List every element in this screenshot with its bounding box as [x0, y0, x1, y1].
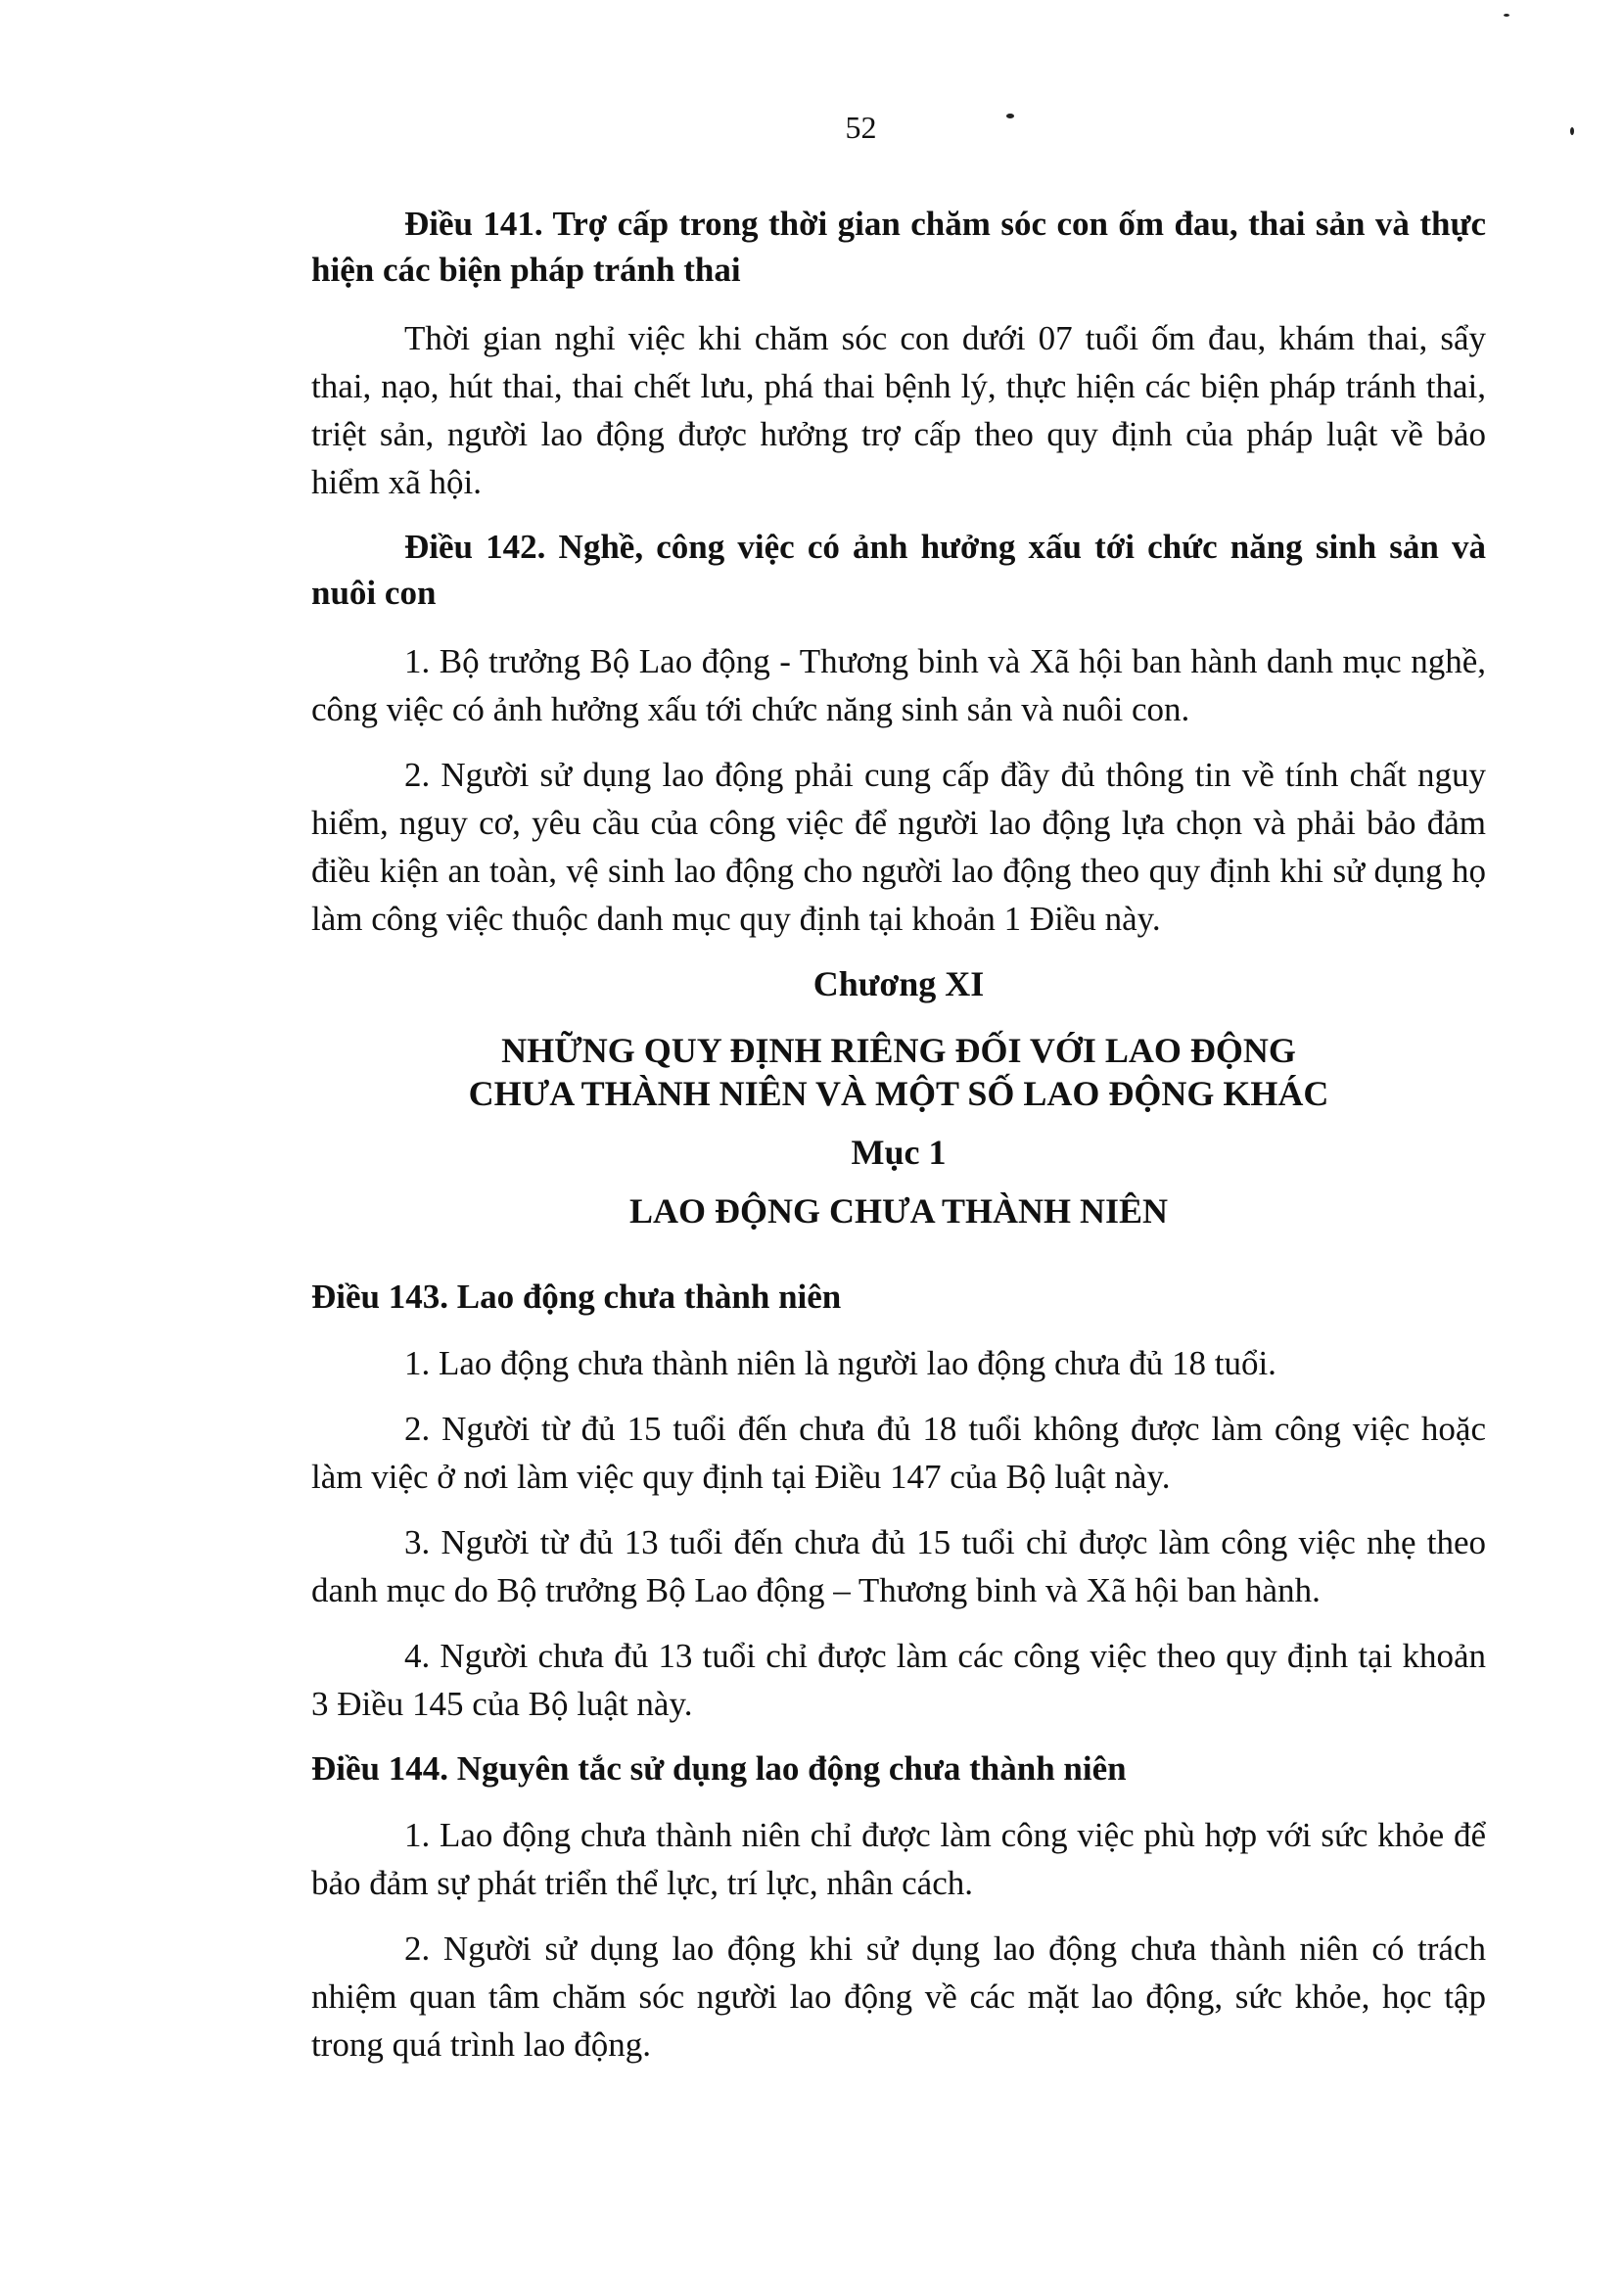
scan-speck: [1006, 114, 1014, 118]
article-heading: Điều 142. Nghề, công việc có ảnh hưởng xấu tới chức năng sinh sản và nuôi con: [311, 528, 1486, 612]
article-paragraph: Thời gian nghỉ việc khi chăm sóc con dưới 07 tuổi ốm đau, khám thai, sẩy thai, nạo, hút thai, thai chết lưu, phá thai bệnh lý, thực hiện các biện pháp tránh thai, triệt sản, người lao động được hưởng trợ cấp theo quy định của pháp luật về bảo hiểm xã hội.: [311, 319, 1486, 501]
article-142: [311, 524, 1486, 943]
page-number: 52: [845, 110, 877, 145]
article-heading: Điều 141. Trợ cấp trong thời gian chăm sóc con ốm đau, thai sản và thực hiện các biện pháp tránh thai: [311, 205, 1486, 289]
chapter-label: Chương XI: [812, 964, 985, 1003]
article-paragraph: 1. Bộ trưởng Bộ Lao động - Thương binh và Xã hội ban hành danh mục nghề, công việc có ảnh hưởng xấu tới chức năng sinh sản và nuôi con.: [311, 642, 1486, 728]
chapter-title-line-1: NHỮNG QUY ĐỊNH RIÊNG ĐỐI VỚI LAO ĐỘNG: [501, 1031, 1296, 1070]
scan-speck: [1504, 14, 1509, 17]
document-body: [311, 201, 1486, 2086]
scan-speck: [1570, 127, 1574, 135]
article-paragraph: 2. Người sử dụng lao động khi sử dụng lao động chưa thành niên có trách nhiệm quan tâm chăm sóc người lao động về các mặt lao động, sức khỏe, học tập trong quá trình lao động.: [311, 1930, 1486, 2064]
section-title: LAO ĐỘNG CHƯA THÀNH NIÊN: [628, 1191, 1169, 1231]
article-paragraph: 2. Người từ đủ 15 tuổi đến chưa đủ 18 tuổi không được làm công việc hoặc làm việc ở nơi làm việc quy định tại Điều 147 của Bộ luật này.: [311, 1410, 1486, 1496]
chapter-header: [311, 960, 1486, 1234]
article-heading: Điều 144. Nguyên tắc sử dụng lao động chưa thành niên: [311, 1749, 1127, 1788]
section-label: Mục 1: [851, 1133, 947, 1172]
article-paragraph: 1. Lao động chưa thành niên là người lao động chưa đủ 18 tuổi.: [404, 1344, 1276, 1382]
article-paragraph: 1. Lao động chưa thành niên chỉ được làm công việc phù hợp với sức khỏe để bảo đảm sự phát triển thể lực, trí lực, nhân cách.: [311, 1816, 1486, 1902]
chapter-title-line-2: CHƯA THÀNH NIÊN VÀ MỘT SỐ LAO ĐỘNG KHÁC: [468, 1074, 1329, 1113]
article-paragraph: 2. Người sử dụng lao động phải cung cấp đầy đủ thông tin về tính chất nguy hiểm, nguy cơ, yêu cầu của công việc để người lao động lựa chọn và phải bảo đảm điều kiện an toàn, vệ sinh lao động cho người lao động theo quy định khi sử dụng họ làm công việc thuộc danh mục quy định tại khoản 1 Điều này.: [311, 756, 1486, 938]
article-141: [311, 201, 1486, 506]
article-heading: Điều 143. Lao động chưa thành niên: [311, 1278, 842, 1316]
article-144: [311, 1745, 1486, 2069]
article-paragraph: 3. Người từ đủ 13 tuổi đến chưa đủ 15 tuổi chỉ được làm công việc nhẹ theo danh mục do Bộ trưởng Bộ Lao động – Thương binh và Xã hội ban hành.: [311, 1523, 1486, 1609]
article-paragraph: 4. Người chưa đủ 13 tuổi chỉ được làm các công việc theo quy định tại khoản 3 Điều 145 của Bộ luật này.: [311, 1637, 1486, 1723]
article-143: [311, 1274, 1486, 1728]
